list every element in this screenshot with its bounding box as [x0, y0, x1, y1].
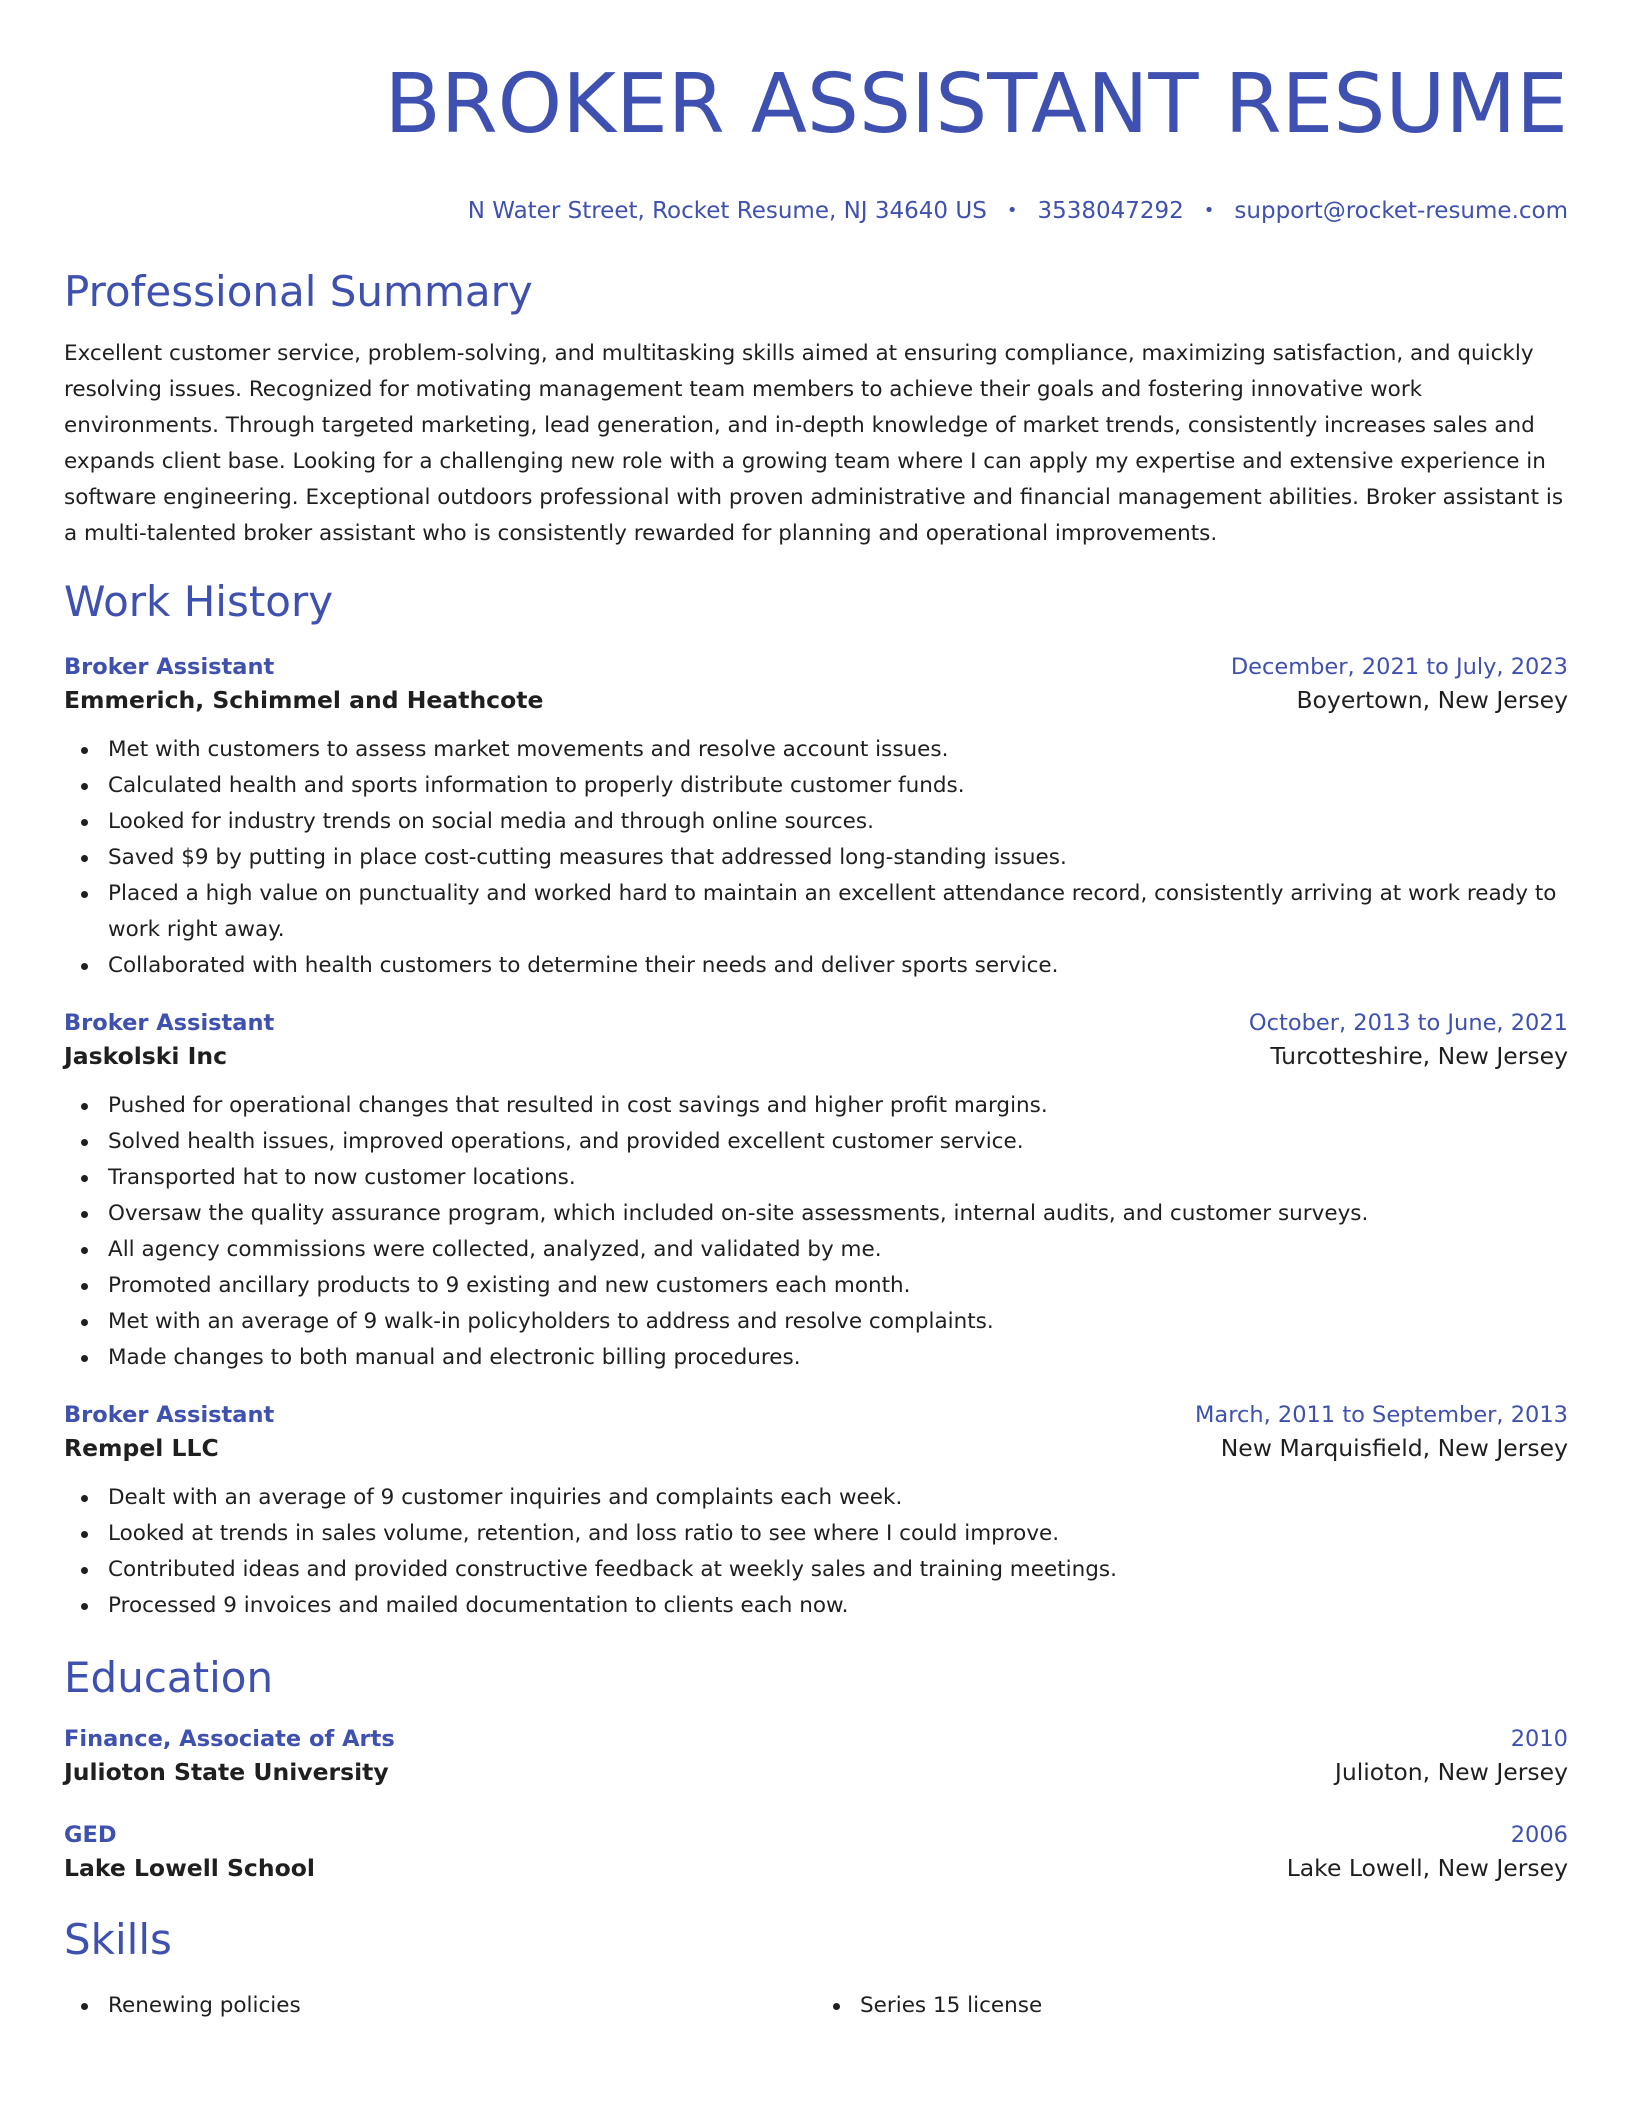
contact-separator: •	[1006, 200, 1018, 221]
job-bullet: Transported hat to now customer locations.	[108, 1160, 1568, 1196]
job-location: Boyertown, New Jersey	[1296, 686, 1568, 714]
job-entry	[64, 1400, 1568, 1624]
job-company: Jaskolski Inc	[64, 1042, 228, 1070]
work-history-heading: Work History	[64, 577, 334, 626]
education-entry	[64, 1820, 1568, 1886]
job-dates: March, 2011 to September, 2013	[1195, 1402, 1568, 1428]
education-school: Lake Lowell School	[64, 1854, 315, 1882]
job-role: Broker Assistant	[64, 1402, 275, 1428]
job-bullet: Saved $9 by putting in place cost-cutting measures that addressed long-standing issues.	[108, 840, 1568, 876]
job-bullet: Calculated health and sports information to properly distribute customer funds.	[108, 768, 1568, 804]
job-bullet: Processed 9 invoices and mailed documentation to clients each now.	[108, 1588, 1568, 1624]
job-bullet: Looked at trends in sales volume, retention, and loss ratio to see where I could improve.	[108, 1516, 1568, 1552]
job-bullet: Collaborated with health customers to determine their needs and deliver sports service.	[108, 948, 1568, 984]
education-school: Julioton State University	[64, 1758, 389, 1786]
skills-list	[816, 1988, 1568, 2024]
job-company: Emmerich, Schimmel and Heathcote	[64, 686, 544, 714]
job-role: Broker Assistant	[64, 654, 275, 680]
education-header-row	[64, 1820, 1568, 1850]
job-entry	[64, 1008, 1568, 1376]
job-bullets	[64, 732, 1568, 984]
education-heading: Education	[64, 1653, 274, 1702]
job-location: New Marquisfield, New Jersey	[1220, 1434, 1568, 1462]
job-bullet: Solved health issues, improved operations, and provided excellent customer service.	[108, 1124, 1568, 1160]
job-header-row	[64, 652, 1568, 682]
job-company: Rempel LLC	[64, 1434, 219, 1462]
contact-line	[64, 196, 1568, 226]
job-header-row	[64, 1008, 1568, 1038]
job-bullets	[64, 1088, 1568, 1376]
education-location: Julioton, New Jersey	[1334, 1758, 1568, 1786]
job-company-row	[64, 682, 1568, 718]
skill-item: Renewing policies	[108, 1988, 816, 2024]
job-dates: October, 2013 to June, 2021	[1248, 1010, 1568, 1036]
skills-grid	[64, 1988, 1568, 2024]
summary-text: Excellent customer service, problem-solving, and multitasking skills aimed at ensuring compliance, maximizing satisfaction, and quickly resolving issues. Recognized for motivating management team members to achieve their goals and fostering innovative work environments. Through targeted marketing, lead generation, and in-depth knowledge of market trends, consistently increases sales and expands client base. Looking for a challenging new role with a growing team where I can apply my expertise and extensive experience in software engineering. Exceptional outdoors professional with proven administrative and financial management abilities. Broker assistant is a multi-talented broker assistant who is consistently rewarded for planning and operational improvements.	[64, 341, 1564, 546]
job-bullet: Met with customers to assess market movements and resolve account issues.	[108, 732, 1568, 768]
job-bullets	[64, 1480, 1568, 1624]
job-bullet: Looked for industry trends on social media and through online sources.	[108, 804, 1568, 840]
education-degree: Finance, Associate of Arts	[64, 1726, 395, 1752]
education-year: 2006	[1510, 1822, 1568, 1848]
education-school-row	[64, 1754, 1568, 1790]
skill-item: Series 15 license	[860, 1988, 1568, 2024]
skills-column-right	[816, 1988, 1568, 2024]
job-bullet: Promoted ancillary products to 9 existing and new customers each month.	[108, 1268, 1568, 1304]
resume-title: BROKER ASSISTANT RESUME	[384, 57, 1568, 152]
education-school-row	[64, 1850, 1568, 1886]
job-bullet: Met with an average of 9 walk-in policyholders to address and resolve complaints.	[108, 1304, 1568, 1340]
education-entry	[64, 1724, 1568, 1790]
job-bullet: Oversaw the quality assurance program, which included on-site assessments, internal audits, and customer surveys.	[108, 1196, 1568, 1232]
education-header-row	[64, 1724, 1568, 1754]
contact-separator: •	[1203, 200, 1215, 221]
job-bullet: Pushed for operational changes that resulted in cost savings and higher profit margins.	[108, 1088, 1568, 1124]
skills-column-left	[64, 1988, 816, 2024]
job-bullet: Made changes to both manual and electronic billing procedures.	[108, 1340, 1568, 1376]
job-entry	[64, 652, 1568, 984]
education-year: 2010	[1510, 1726, 1568, 1752]
education-location: Lake Lowell, New Jersey	[1286, 1854, 1568, 1882]
contact-email: support@rocket-resume.com	[1234, 198, 1568, 224]
job-bullet: Dealt with an average of 9 customer inquiries and complaints each week.	[108, 1480, 1568, 1516]
education-degree: GED	[64, 1822, 117, 1848]
skills-heading: Skills	[64, 1915, 172, 1964]
job-company-row	[64, 1430, 1568, 1466]
job-company-row	[64, 1038, 1568, 1074]
job-role: Broker Assistant	[64, 1010, 275, 1036]
skills-list	[64, 1988, 816, 2024]
job-bullet: Contributed ideas and provided constructive feedback at weekly sales and training meetings.	[108, 1552, 1568, 1588]
contact-phone: 3538047292	[1037, 198, 1184, 224]
job-bullet: Placed a high value on punctuality and worked hard to maintain an excellent attendance record, consistently arriving at work ready to work right away.	[108, 876, 1568, 948]
job-bullet: All agency commissions were collected, analyzed, and validated by me.	[108, 1232, 1568, 1268]
contact-address: N Water Street, Rocket Resume, NJ 34640 US	[467, 198, 987, 224]
summary-heading: Professional Summary	[64, 267, 533, 316]
job-header-row	[64, 1400, 1568, 1430]
job-dates: December, 2021 to July, 2023	[1230, 654, 1568, 680]
job-location: Turcotteshire, New Jersey	[1270, 1042, 1568, 1070]
